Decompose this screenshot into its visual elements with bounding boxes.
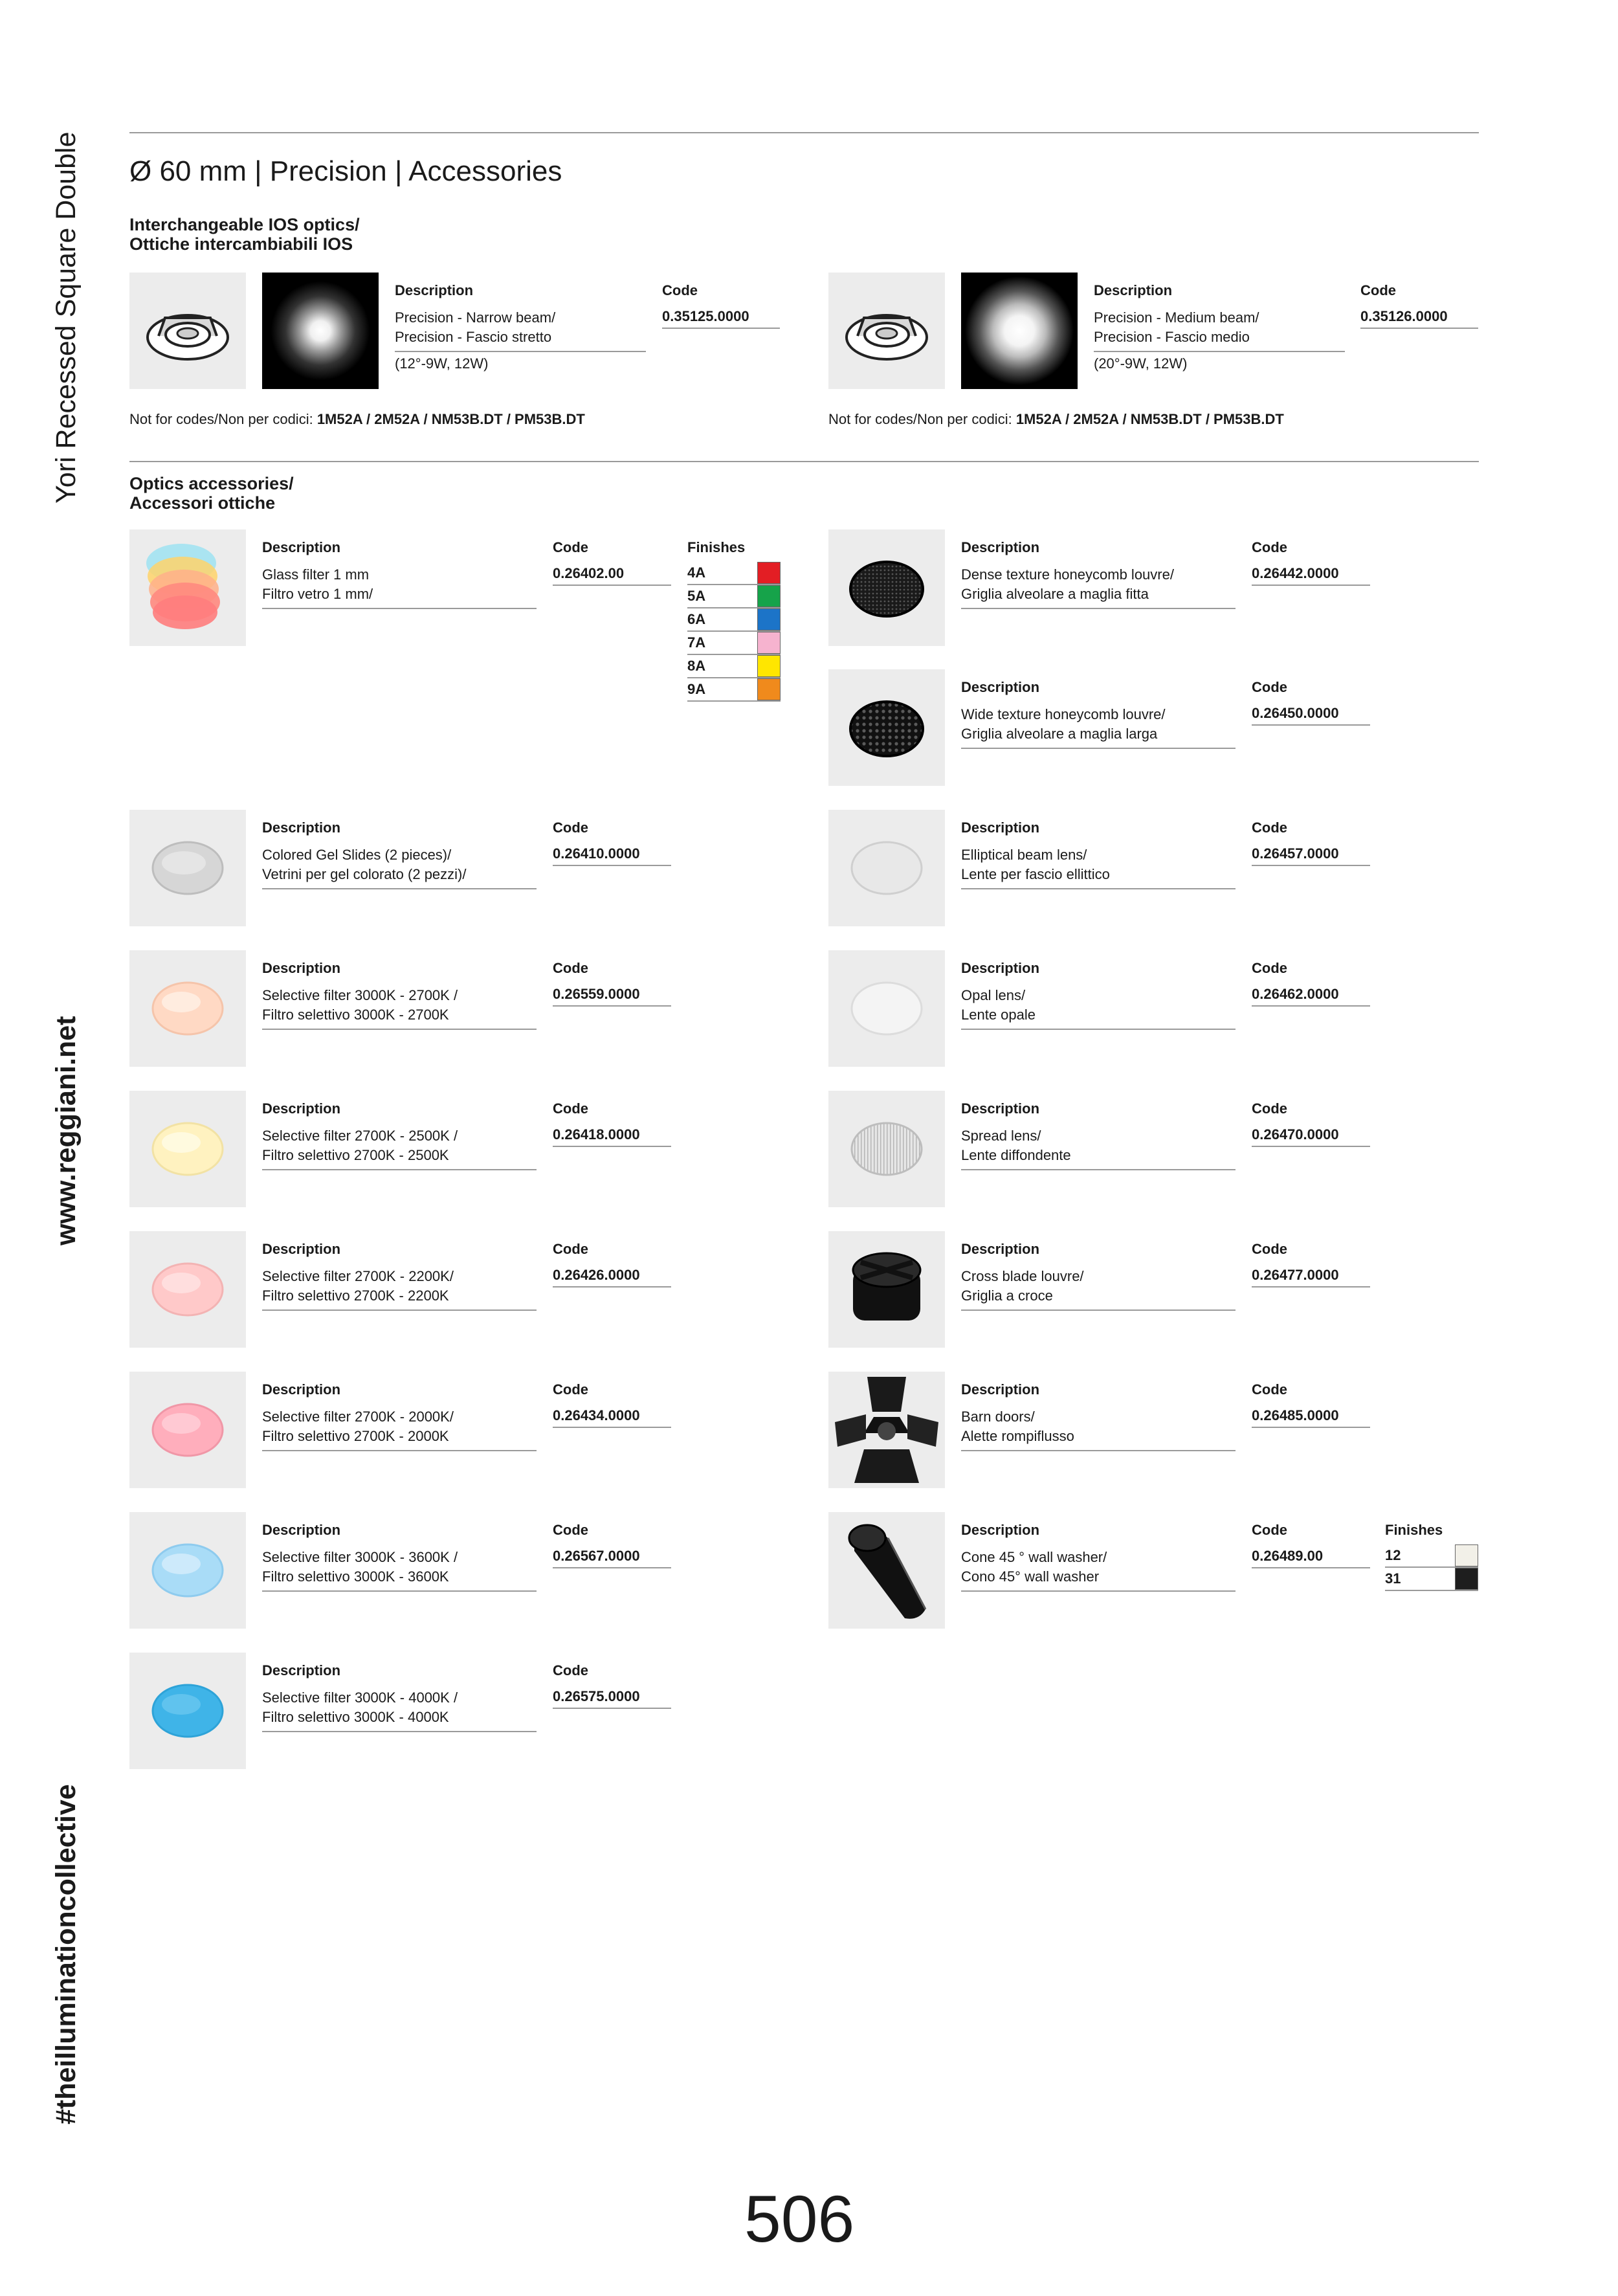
left-desc-2 (262, 986, 537, 1030)
right-desc-1 (961, 705, 1236, 749)
right-desc-4 (961, 1126, 1236, 1170)
left-desc-2-line1: Selective filter 3000K - 2700K / (262, 987, 458, 1003)
left-code-6: 0.26567.0000 (553, 1548, 671, 1568)
selective-filter-2700-2200-image (129, 1231, 246, 1348)
dense-honeycomb-image (828, 529, 945, 646)
right-code-label-0: Code (1252, 539, 1287, 555)
left-desc-label-1: Description (262, 819, 341, 836)
right-code-3: 0.26462.0000 (1252, 986, 1370, 1007)
left-finish-swatch-3 (757, 632, 781, 654)
right-desc-5-line1: Cross blade louvre/ (961, 1268, 1084, 1284)
right-desc-0-line1: Dense texture honeycomb louvre/ (961, 566, 1174, 583)
ios-code-label-2: Code (1360, 282, 1396, 298)
left-code-0: 0.26402.00 (553, 565, 671, 586)
left-desc-2-line2: Filtro selettivo 3000K - 2700K (262, 1007, 449, 1023)
left-code-4: 0.26426.0000 (553, 1267, 671, 1287)
left-desc-6-line1: Selective filter 3000K - 3600K / (262, 1549, 458, 1565)
right-desc-6-line2: Alette rompiflusso (961, 1428, 1074, 1444)
left-desc-label-0: Description (262, 539, 341, 555)
right-code-label-2: Code (1252, 819, 1287, 836)
right-desc-2-line1: Elliptical beam lens/ (961, 847, 1087, 863)
optics-heading (129, 474, 294, 513)
left-desc-7-line1: Selective filter 3000K - 4000K / (262, 1689, 458, 1706)
right-code-4: 0.26470.0000 (1252, 1126, 1370, 1147)
right-code-label-4: Code (1252, 1100, 1287, 1117)
right-desc-7-line2: Cono 45° wall washer (961, 1568, 1100, 1585)
left-finish-row-5 (687, 678, 781, 702)
ios-code-2: 0.35126.0000 (1360, 308, 1478, 329)
right-code-0: 0.26442.0000 (1252, 565, 1370, 586)
left-finish-swatch-1 (757, 585, 781, 607)
left-desc-label-2: Description (262, 960, 341, 976)
left-finishes-label-0: Finishes (687, 539, 746, 555)
optics-heading-it: Accessori ottiche (129, 493, 276, 513)
right-finish-swatch-0 (1455, 1544, 1478, 1566)
selective-filter-3000-2700-image (129, 950, 246, 1067)
left-finish-code-4: 8A (687, 658, 706, 674)
side-website[interactable]: www.reggiani.net (50, 1016, 82, 1245)
right-desc-2 (961, 845, 1236, 889)
left-desc-label-5: Description (262, 1381, 341, 1398)
right-desc-label-5: Description (961, 1241, 1040, 1257)
left-desc-5-line2: Filtro selettivo 2700K - 2000K (262, 1428, 449, 1444)
right-desc-0 (961, 565, 1236, 609)
left-code-7: 0.26575.0000 (553, 1688, 671, 1709)
left-finish-code-0: 4A (687, 564, 706, 581)
right-finish-row-0 (1385, 1544, 1478, 1568)
page-title: Ø 60 mm | Precision | Accessories (129, 155, 562, 187)
side-hashtag: #theilluminationcollective (50, 1784, 82, 2124)
right-desc-7-line1: Cone 45 ° wall washer/ (961, 1549, 1107, 1565)
elliptical-lens-image (828, 810, 945, 926)
left-code-label-1: Code (553, 819, 588, 836)
right-desc-4-line1: Spread lens/ (961, 1128, 1041, 1144)
right-desc-5-line2: Griglia a croce (961, 1287, 1053, 1304)
selective-filter-3000-3600-image (129, 1512, 246, 1629)
ios-code-label-1: Code (662, 282, 698, 298)
left-code-label-3: Code (553, 1100, 588, 1117)
ios-desc-2-line2: Precision - Fascio medio (1094, 329, 1250, 345)
left-desc-0-line2: Filtro vetro 1 mm/ (262, 586, 373, 602)
ios-desc-1-line2: Precision - Fascio stretto (395, 329, 552, 345)
ios-beam-image-1 (262, 273, 379, 389)
left-finish-row-3 (687, 632, 781, 655)
section-rule (129, 461, 1479, 462)
selective-filter-3000-4000-image (129, 1653, 246, 1769)
optics-heading-en: Optics accessories/ (129, 474, 294, 493)
right-desc-label-1: Description (961, 679, 1040, 695)
left-code-1: 0.26410.0000 (553, 845, 671, 866)
wide-honeycomb-image (828, 669, 945, 786)
left-finish-row-1 (687, 585, 781, 608)
left-finish-swatch-4 (757, 655, 781, 677)
left-desc-1 (262, 845, 537, 889)
right-finish-row-1 (1385, 1568, 1478, 1591)
right-code-7: 0.26489.00 (1252, 1548, 1370, 1568)
ios-note-2-prefix: Not for codes/Non per codici: (828, 411, 1016, 427)
left-finish-row-2 (687, 608, 781, 632)
right-desc-6-line1: Barn doors/ (961, 1409, 1035, 1425)
left-code-3: 0.26418.0000 (553, 1126, 671, 1147)
ios-note-2 (828, 411, 1284, 428)
left-code-label-6: Code (553, 1522, 588, 1538)
top-rule (129, 132, 1479, 133)
ios-desc-1 (395, 308, 646, 352)
ios-beam-image-2 (961, 273, 1078, 389)
left-desc-1-line1: Colored Gel Slides (2 pieces)/ (262, 847, 452, 863)
ios-code-1: 0.35125.0000 (662, 308, 780, 329)
ios-optic-image-1 (129, 273, 246, 389)
left-desc-6-line2: Filtro selettivo 3000K - 3600K (262, 1568, 449, 1585)
right-desc-3 (961, 986, 1236, 1030)
right-desc-label-2: Description (961, 819, 1040, 836)
left-finish-swatch-0 (757, 562, 781, 584)
left-finish-code-1: 5A (687, 588, 706, 604)
left-desc-6 (262, 1548, 537, 1592)
right-code-label-6: Code (1252, 1381, 1287, 1398)
left-code-label-7: Code (553, 1662, 588, 1678)
right-desc-0-line2: Griglia alveolare a maglia fitta (961, 586, 1149, 602)
left-desc-3-line1: Selective filter 2700K - 2500K / (262, 1128, 458, 1144)
left-finish-swatch-5 (757, 678, 781, 700)
left-code-label-0: Code (553, 539, 588, 555)
right-code-label-1: Code (1252, 679, 1287, 695)
left-code-label-5: Code (553, 1381, 588, 1398)
left-desc-4 (262, 1267, 537, 1311)
left-finish-code-2: 6A (687, 611, 706, 627)
left-desc-label-3: Description (262, 1100, 341, 1117)
selective-filter-2700-2500-image (129, 1091, 246, 1207)
ios-heading-it: Ottiche intercambiabili IOS (129, 234, 353, 254)
ios-note-1-prefix: Not for codes/Non per codici: (129, 411, 317, 427)
left-finish-row-4 (687, 655, 781, 678)
right-desc-3-line1: Opal lens/ (961, 987, 1026, 1003)
left-desc-0 (262, 565, 537, 609)
spread-lens-image (828, 1091, 945, 1207)
left-desc-1-line2: Vetrini per gel colorato (2 pezzi)/ (262, 866, 467, 882)
cross-blade-louvre-image (828, 1231, 945, 1348)
right-code-2: 0.26457.0000 (1252, 845, 1370, 866)
left-finish-code-3: 7A (687, 634, 706, 651)
left-desc-label-7: Description (262, 1662, 341, 1678)
left-desc-4-line1: Selective filter 2700K - 2200K/ (262, 1268, 454, 1284)
right-desc-label-0: Description (961, 539, 1040, 555)
right-desc-7 (961, 1548, 1236, 1592)
right-desc-label-3: Description (961, 960, 1040, 976)
left-code-label-4: Code (553, 1241, 588, 1257)
right-code-6: 0.26485.0000 (1252, 1407, 1370, 1428)
right-code-5: 0.26477.0000 (1252, 1267, 1370, 1287)
left-desc-4-line2: Filtro selettivo 2700K - 2200K (262, 1287, 449, 1304)
right-desc-1-line2: Griglia alveolare a maglia larga (961, 726, 1158, 742)
right-finish-code-0: 12 (1385, 1547, 1401, 1563)
left-desc-0-line1: Glass filter 1 mm (262, 566, 370, 583)
opal-lens-image (828, 950, 945, 1067)
ios-desc-label-2: Description (1094, 282, 1173, 298)
left-desc-3-line2: Filtro selettivo 2700K - 2500K (262, 1147, 449, 1163)
ios-desc-label-1: Description (395, 282, 474, 298)
right-code-label-5: Code (1252, 1241, 1287, 1257)
left-desc-3 (262, 1126, 537, 1170)
left-code-2: 0.26559.0000 (553, 986, 671, 1007)
right-desc-4-line2: Lente diffondente (961, 1147, 1071, 1163)
ios-extra-2: (20°-9W, 12W) (1094, 355, 1188, 372)
ios-extra-1: (12°-9W, 12W) (395, 355, 489, 372)
right-code-label-7: Code (1252, 1522, 1287, 1538)
right-finish-swatch-1 (1455, 1568, 1478, 1590)
barn-doors-image (828, 1372, 945, 1488)
left-desc-5-line1: Selective filter 2700K - 2000K/ (262, 1409, 454, 1425)
right-desc-3-line2: Lente opale (961, 1007, 1036, 1023)
right-finishes-label-7: Finishes (1385, 1522, 1443, 1538)
left-finish-swatch-2 (757, 608, 781, 630)
glass-filter-image (129, 529, 246, 646)
left-desc-label-4: Description (262, 1241, 341, 1257)
left-desc-5 (262, 1407, 537, 1451)
left-finish-code-5: 9A (687, 681, 706, 697)
left-desc-7 (262, 1688, 537, 1732)
ios-desc-2-line1: Precision - Medium beam/ (1094, 309, 1259, 326)
right-code-1: 0.26450.0000 (1252, 705, 1370, 726)
right-finish-code-1: 31 (1385, 1570, 1401, 1587)
right-desc-1-line1: Wide texture honeycomb louvre/ (961, 706, 1166, 722)
right-desc-6 (961, 1407, 1236, 1451)
right-code-label-3: Code (1252, 960, 1287, 976)
cone-wall-washer-image (828, 1512, 945, 1629)
ios-desc-1-line1: Precision - Narrow beam/ (395, 309, 556, 326)
ios-optic-image-2 (828, 273, 945, 389)
left-finish-row-0 (687, 562, 781, 585)
right-desc-label-6: Description (961, 1381, 1040, 1398)
right-desc-label-7: Description (961, 1522, 1040, 1538)
left-code-5: 0.26434.0000 (553, 1407, 671, 1428)
ios-heading-en: Interchangeable IOS optics/ (129, 215, 360, 234)
left-desc-label-6: Description (262, 1522, 341, 1538)
selective-filter-2700-2000-image (129, 1372, 246, 1488)
left-code-label-2: Code (553, 960, 588, 976)
right-desc-2-line2: Lente per fascio ellittico (961, 866, 1110, 882)
ios-desc-2 (1094, 308, 1345, 352)
page-number: 506 (744, 2182, 855, 2256)
ios-heading (129, 215, 360, 254)
ios-note-1-codes: 1M52A / 2M52A / NM53B.DT / PM53B.DT (316, 411, 585, 427)
right-desc-5 (961, 1267, 1236, 1311)
right-desc-label-4: Description (961, 1100, 1040, 1117)
ios-note-1 (129, 411, 585, 428)
side-product-name: Yori Recessed Square Double (50, 131, 82, 504)
ios-note-2-codes: 1M52A / 2M52A / NM53B.DT / PM53B.DT (1015, 411, 1284, 427)
left-desc-7-line2: Filtro selettivo 3000K - 4000K (262, 1709, 449, 1725)
gel-slides-image (129, 810, 246, 926)
